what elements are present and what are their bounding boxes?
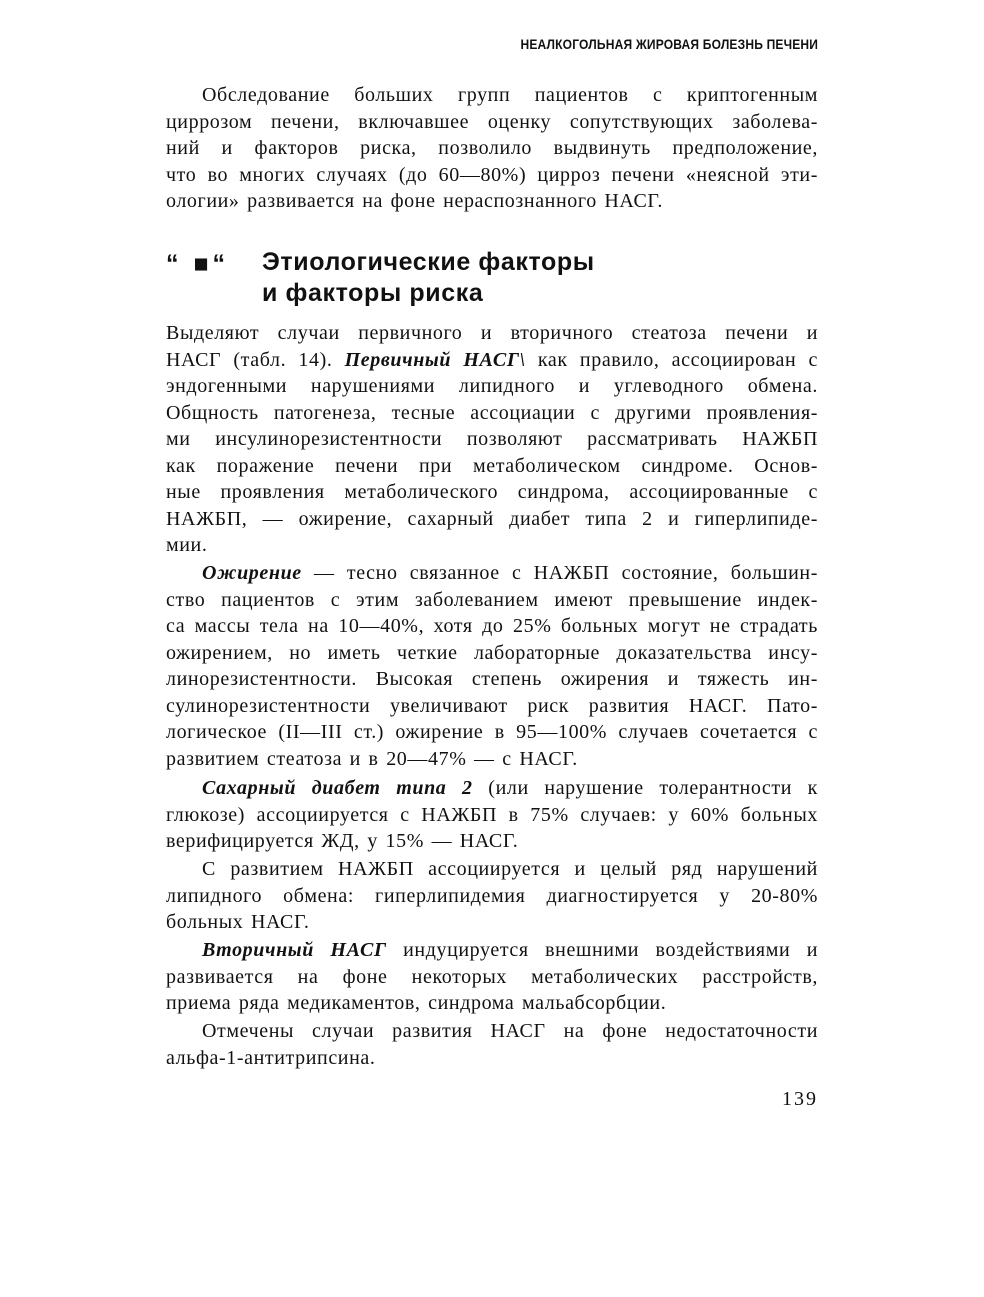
text-line: Общность патогенеза, тесные ассоциации с другими проявления- bbox=[166, 401, 818, 424]
text-line: приема ряда медикаментов, синдрома мальабсорбции. bbox=[166, 992, 667, 1014]
text-line: глюкозе) ассоциируется с НАЖБП в 75% случаев: у 60% больных bbox=[166, 803, 818, 826]
text-line: Отмечены случаи развития НАСГ на фоне недостаточности bbox=[202, 1020, 818, 1042]
text-line: как поражение печени при метаболическом синдроме. Основ- bbox=[166, 454, 818, 477]
text-line bbox=[166, 560, 818, 587]
text-line: циррозом печени, включавшее оценку сопутствующих заболева- bbox=[166, 110, 818, 133]
text-line: С развитием НАЖБП ассоциируется и целый ряд нарушений bbox=[202, 858, 818, 880]
term-secondary-nash: Вторичный НАСГ bbox=[202, 939, 387, 961]
text-line: эндогенными нарушениями липидного и углеводного обмена. bbox=[166, 375, 818, 397]
text-line: логическое (II—III ст.) ожирение в 95—100% случаев сочетается с bbox=[166, 721, 818, 743]
term-obesity: Ожирение bbox=[202, 562, 302, 584]
heading-marker: “ ■“ bbox=[166, 250, 230, 278]
heading-line-2: и факторы риска bbox=[262, 279, 484, 307]
text-line: ство пациентов с этим заболеванием имеют превышение индек- bbox=[166, 588, 818, 611]
text-line: верифицируется ЖД, у 15% — НАСГ. bbox=[166, 830, 519, 852]
paragraph-primary bbox=[166, 320, 818, 559]
paragraph-diabetes bbox=[166, 775, 818, 855]
text-fragment: индуцируется внешними воздействиями и bbox=[386, 939, 818, 961]
heading-title bbox=[262, 247, 595, 309]
intro-paragraph bbox=[166, 82, 818, 215]
text-line: ми инсулинорезистентности позволяют рассматривать НАЖБП bbox=[166, 428, 818, 450]
text-fragment: как правило, ассоциирован с bbox=[525, 348, 819, 371]
text-line: развивается на фоне некоторых метаболических расстройств, bbox=[166, 965, 818, 988]
text-line: мии. bbox=[166, 534, 208, 556]
paragraph-antitrypsin bbox=[166, 1018, 818, 1071]
text-line: Выделяют случаи первичного и вторичного стеатоза печени и bbox=[166, 322, 818, 344]
text-line bbox=[166, 347, 818, 374]
term-primary-nash: Первичный НАСГ\ bbox=[344, 348, 526, 371]
text-line: са массы тела на 10—40%, хотя до 25% больных могут не страдать bbox=[166, 615, 818, 637]
text-line: сулинорезистентности увеличивают риск развития НАСГ. Пато- bbox=[166, 694, 818, 717]
term-diabetes: Сахарный диабет типа 2 bbox=[202, 777, 473, 799]
paragraph-lipids bbox=[166, 856, 818, 936]
text-line bbox=[166, 775, 818, 802]
text-fragment: НАСГ (табл. 14). bbox=[166, 348, 345, 371]
text-line: альфа-1-антитрипсина. bbox=[166, 1046, 376, 1069]
paragraph-secondary bbox=[166, 937, 818, 1017]
text-line: липидного обмена: гиперлипидемия диагностируется у 20-80% bbox=[166, 884, 818, 907]
text-line: НАЖБП, — ожирение, сахарный диабет типа 2 и гиперлипиде- bbox=[166, 507, 818, 530]
running-head: НЕАЛКОГОЛЬНАЯ ЖИРОВАЯ БОЛЕЗНЬ ПЕЧЕНИ bbox=[520, 36, 818, 52]
text-line: ные проявления метаболического синдрома, ассоциированные с bbox=[166, 481, 818, 503]
text-line: что во многих случаях (до 60—80%) цирроз печени «неясной эти- bbox=[166, 163, 818, 186]
text-line: ний и факторов риска, позволило выдвинуть предположение, bbox=[166, 137, 818, 159]
text-line: Обследование больших групп пациентов с криптогенным bbox=[202, 84, 818, 106]
text-line: ологии» развивается на фоне нераспознанного НАСГ. bbox=[166, 190, 663, 212]
text-line: больных НАСГ. bbox=[166, 911, 310, 933]
heading-line-1: Этиологические факторы bbox=[262, 248, 595, 276]
page-number: 139 bbox=[782, 1088, 818, 1110]
text-line: линорезистентности. Высокая степень ожирения и тяжесть ин- bbox=[166, 668, 818, 690]
text-line: развитием стеатоза и в 20—47% — с НАСГ. bbox=[166, 747, 578, 770]
text-line bbox=[166, 937, 818, 964]
text-fragment: (или нарушение толерантности к bbox=[472, 777, 818, 799]
text-fragment: — тесно связанное с НАЖБП состояние, большин- bbox=[301, 562, 818, 584]
paragraph-obesity bbox=[166, 560, 818, 772]
text-line: ожирением, но иметь четкие лабораторные доказательства инсу- bbox=[166, 641, 818, 664]
